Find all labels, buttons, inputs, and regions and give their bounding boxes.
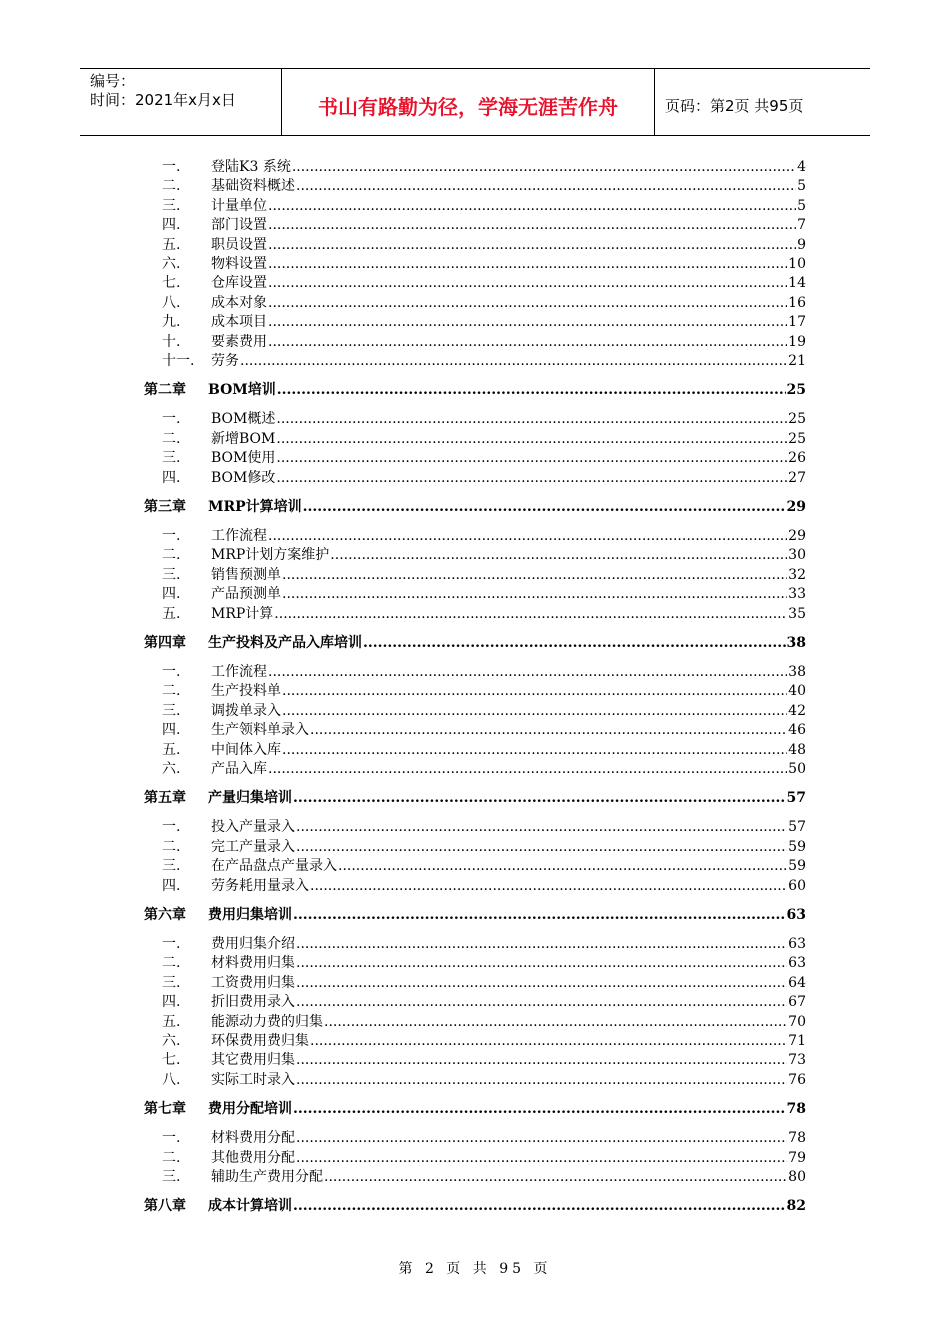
toc-entry-row[interactable] [162, 741, 806, 760]
toc-entry-title: 中间体入库 [211, 741, 281, 758]
toc-dot-leader [303, 498, 786, 517]
toc-chapter-row[interactable] [144, 634, 806, 653]
toc-entry-page: 63 [788, 936, 806, 952]
toc-entry-page: 32 [788, 566, 806, 583]
toc-entry-row[interactable] [162, 818, 806, 837]
toc-entry-number: 二. [162, 430, 181, 447]
toc-entry-number: 八. [162, 294, 181, 311]
toc-dot-leader [338, 857, 787, 876]
toc-entry-title: 调拨单录入 [211, 702, 281, 719]
toc-entry-title: BOM概述 [211, 411, 276, 428]
toc-entry-page: 27 [788, 469, 806, 486]
toc-entry-row[interactable] [162, 527, 806, 546]
toc-entry-number: 第七章 [144, 1101, 186, 1118]
toc-entry-title: 完工产量录入 [211, 838, 295, 855]
toc-dot-leader [296, 935, 787, 954]
toc-entry-row[interactable] [162, 857, 806, 876]
toc-entry-number: 三. [162, 858, 181, 875]
toc-dot-leader [276, 449, 787, 468]
toc-dot-leader [268, 236, 796, 255]
toc-dot-leader [310, 721, 787, 740]
toc-dot-leader [293, 906, 786, 925]
toc-entry-page: 30 [788, 547, 806, 564]
toc-entry-page: 82 [786, 1198, 806, 1215]
toc-entry-title: 劳务 [211, 353, 239, 369]
toc-entry-number: 一. [162, 936, 181, 952]
toc-entry-row[interactable] [162, 993, 806, 1012]
toc-entry-row[interactable] [162, 1051, 806, 1070]
toc-entry-number: 二. [162, 683, 181, 700]
toc-entry-title: 在产品盘点产量录入 [211, 858, 337, 875]
toc-dot-leader [296, 974, 787, 993]
toc-entry-title: 辅助生产费用分配 [211, 1169, 323, 1185]
toc-entry-row[interactable] [162, 449, 806, 468]
document-number-label: 编号： [90, 72, 136, 90]
toc-dot-leader [268, 313, 787, 332]
toc-entry-page: 63 [788, 955, 806, 972]
toc-entry-page: 10 [788, 256, 806, 272]
toc-entry-title: 成本项目 [211, 314, 267, 331]
toc-entry-number: 三. [162, 450, 181, 467]
toc-entry-row[interactable] [162, 333, 806, 352]
toc-entry-number: 七. [162, 1052, 181, 1069]
toc-entry-page: 64 [788, 974, 806, 991]
toc-entry-row[interactable] [162, 1129, 806, 1148]
toc-entry-row[interactable] [162, 663, 806, 682]
toc-entry-page: 17 [788, 314, 806, 331]
toc-entry-number: 四. [162, 217, 181, 234]
toc-entry-number: 十. [162, 333, 181, 350]
toc-entry-page: 40 [788, 683, 806, 700]
toc-entry-title: 物料设置 [211, 256, 267, 272]
toc-entry-page: 33 [788, 586, 806, 603]
toc-entry-number: 第四章 [144, 635, 186, 651]
toc-entry-page: 60 [788, 877, 806, 894]
toc-entry-title: 材料费用分配 [211, 1130, 295, 1147]
toc-entry-title: 劳务耗用量录入 [211, 877, 309, 894]
toc-dot-leader [324, 1013, 787, 1032]
toc-entry-title: 职员设置 [211, 236, 267, 253]
toc-entry-page: 59 [788, 838, 806, 855]
toc-entry-page: 19 [788, 333, 806, 350]
toc-entry-number: 第六章 [144, 907, 186, 923]
toc-entry-row[interactable] [162, 158, 806, 177]
toc-entry-row[interactable] [162, 313, 806, 332]
toc-entry-row[interactable] [162, 294, 806, 313]
toc-entry-page: 25 [786, 382, 806, 399]
toc-entry-row[interactable] [162, 352, 806, 371]
toc-entry-page: 29 [786, 499, 806, 515]
toc-entry-row[interactable] [162, 566, 806, 585]
toc-dot-leader [363, 634, 786, 653]
toc-entry-number: 二. [162, 955, 181, 972]
toc-dot-leader [282, 702, 787, 721]
toc-entry-row[interactable] [162, 877, 806, 896]
toc-entry-number: 七. [162, 275, 181, 292]
toc-entry-title: 费用归集培训 [208, 907, 292, 923]
toc-chapter-row[interactable] [144, 789, 806, 808]
toc-entry-title: 费用分配培训 [208, 1101, 292, 1118]
toc-dot-leader [296, 818, 787, 837]
toc-chapter-row[interactable] [144, 498, 806, 517]
toc-entry-page: 38 [788, 664, 806, 680]
toc-entry-title: 工作流程 [211, 664, 267, 680]
toc-entry-row[interactable] [162, 1071, 806, 1090]
toc-dot-leader [276, 410, 787, 429]
toc-entry-row[interactable] [162, 1149, 806, 1168]
toc-entry-number: 五. [162, 1013, 181, 1030]
toc-entry-page: 21 [788, 353, 806, 369]
toc-entry-row[interactable] [162, 838, 806, 857]
toc-entry-page: 76 [788, 1071, 806, 1088]
toc-entry-page: 9 [797, 236, 806, 253]
toc-entry-row[interactable] [162, 546, 806, 565]
toc-entry-page: 46 [788, 722, 806, 739]
toc-entry-title: 实际工时录入 [211, 1071, 295, 1088]
toc-entry-row[interactable] [162, 177, 806, 196]
toc-entry-title: 其它费用归集 [211, 1052, 295, 1069]
toc-dot-leader [282, 741, 787, 760]
header-motto: 书山有路勤为径，学海无涯苦作舟 [282, 69, 655, 135]
toc-entry-page: 16 [788, 294, 806, 311]
toc-entry-page: 80 [788, 1169, 806, 1185]
toc-entry-title: BOM培训 [208, 382, 276, 399]
toc-dot-leader [268, 333, 787, 352]
toc-chapter-row[interactable] [144, 1100, 806, 1119]
toc-entry-number: 六. [162, 761, 181, 777]
toc-entry-number: 一. [162, 819, 181, 836]
toc-entry-number: 四. [162, 586, 181, 603]
toc-entry-page: 78 [786, 1101, 806, 1118]
toc-entry-title: 生产领料单录入 [211, 722, 309, 739]
toc-entry-title: MRP计算培训 [208, 499, 302, 515]
toc-entry-title: 能源动力费的归集 [211, 1013, 323, 1030]
toc-dot-leader [268, 274, 787, 293]
toc-entry-page: 50 [788, 761, 806, 777]
toc-dot-leader [296, 1071, 787, 1090]
toc-entry-page: 25 [788, 430, 806, 447]
toc-entry-title: 登陆K3 系统 [211, 159, 291, 175]
toc-dot-leader [276, 469, 787, 488]
toc-dot-leader [310, 1032, 787, 1051]
toc-dot-leader [282, 585, 787, 604]
toc-entry-row[interactable] [162, 1168, 806, 1187]
toc-entry-number: 六. [162, 256, 181, 272]
toc-entry-number: 三. [162, 974, 181, 991]
toc-entry-page: 7 [797, 217, 806, 234]
toc-entry-title: 仓库设置 [211, 275, 267, 292]
toc-entry-page: 73 [788, 1052, 806, 1069]
toc-entry-title: 计量单位 [211, 197, 267, 214]
toc-entry-title: BOM修改 [211, 469, 276, 486]
toc-dot-leader [268, 255, 787, 274]
toc-dot-leader [277, 381, 786, 400]
toc-dot-leader [282, 682, 787, 701]
toc-dot-leader [268, 527, 787, 546]
toc-entry-page: 5 [797, 197, 806, 214]
toc-entry-number: 三. [162, 566, 181, 583]
toc-entry-number: 五. [162, 741, 181, 758]
toc-entry-title: MRP计划方案维护 [211, 547, 330, 564]
toc-dot-leader [296, 1129, 787, 1148]
toc-entry-number: 一. [162, 1130, 181, 1147]
toc-entry-page: 57 [786, 790, 806, 807]
toc-entry-number: 二. [162, 547, 181, 564]
toc-entry-page: 63 [786, 907, 806, 923]
toc-entry-title: 其他费用分配 [211, 1149, 295, 1166]
toc-entry-title: 材料费用归集 [211, 955, 295, 972]
toc-entry-title: MRP计算 [211, 605, 274, 622]
toc-entry-row[interactable] [162, 954, 806, 973]
toc-entry-page: 70 [788, 1013, 806, 1030]
toc-entry-number: 一. [162, 528, 181, 544]
toc-chapter-row[interactable] [144, 906, 806, 925]
toc-entry-number: 第八章 [144, 1198, 186, 1215]
toc-entry-page: 78 [788, 1130, 806, 1147]
toc-dot-leader [268, 760, 787, 779]
toc-entry-row[interactable] [162, 721, 806, 740]
toc-entry-title: 销售预测单 [211, 566, 281, 583]
toc-entry-row[interactable] [162, 1032, 806, 1051]
toc-chapter-row[interactable] [144, 1197, 806, 1216]
toc-entry-title: 产品预测单 [211, 586, 281, 603]
toc-entry-title: 工作流程 [211, 528, 267, 544]
toc-entry-row[interactable] [162, 935, 806, 954]
toc-dot-leader [276, 430, 787, 449]
toc-entry-number: 五. [162, 605, 181, 622]
toc-entry-page: 48 [788, 741, 806, 758]
toc-entry-row[interactable] [162, 1013, 806, 1032]
toc-entry-page: 79 [788, 1149, 806, 1166]
toc-entry-number: 一. [162, 411, 181, 428]
toc-dot-leader [296, 954, 787, 973]
toc-dot-leader [293, 1197, 786, 1216]
toc-entry-page: 14 [788, 275, 806, 292]
toc-chapter-row[interactable] [144, 381, 806, 400]
toc-entry-page: 35 [788, 605, 806, 622]
toc-dot-leader [240, 352, 787, 371]
toc-dot-leader [324, 1168, 787, 1187]
toc-dot-leader [268, 197, 796, 216]
toc-entry-page: 59 [788, 858, 806, 875]
toc-dot-leader [296, 177, 796, 196]
toc-entry-row[interactable] [162, 255, 806, 274]
toc-entry-title: 要素费用 [211, 333, 267, 350]
toc-entry-title: BOM使用 [211, 450, 276, 467]
toc-entry-title: 环保费用费归集 [211, 1033, 309, 1049]
toc-entry-number: 一. [162, 664, 181, 680]
toc-dot-leader [268, 216, 796, 235]
toc-entry-page: 71 [788, 1033, 806, 1049]
toc-entry-page: 38 [786, 635, 806, 651]
toc-entry-page: 57 [788, 819, 806, 836]
toc-entry-number: 九. [162, 314, 181, 331]
toc-entry-number: 四. [162, 994, 181, 1011]
toc-entry-page: 25 [788, 411, 806, 428]
toc-entry-title: 成本计算培训 [208, 1198, 292, 1215]
toc-entry-title: 产量归集培训 [208, 790, 292, 807]
toc-dot-leader [292, 158, 796, 177]
toc-entry-number: 十一. [162, 353, 195, 369]
toc-entry-page: 42 [788, 702, 806, 719]
toc-dot-leader [296, 993, 787, 1012]
page-footer: 第 2 页 共 95 页 [398, 1261, 552, 1277]
toc-entry-title: 费用归集介绍 [211, 936, 295, 952]
toc-entry-number: 八. [162, 1071, 181, 1088]
toc-dot-leader [268, 294, 787, 313]
toc-entry-row[interactable] [162, 430, 806, 449]
toc-entry-number: 五. [162, 236, 181, 253]
toc-entry-number: 一. [162, 159, 181, 175]
toc-entry-number: 二. [162, 838, 181, 855]
toc-entry-row[interactable] [162, 702, 806, 721]
toc-entry-row[interactable] [162, 585, 806, 604]
toc-entry-title: 折旧费用录入 [211, 994, 295, 1011]
toc-entry-row[interactable] [162, 274, 806, 293]
toc-entry-title: 成本对象 [211, 294, 267, 311]
toc-dot-leader [293, 1100, 786, 1119]
toc-entry-number: 六. [162, 1033, 181, 1049]
toc-entry-number: 三. [162, 702, 181, 719]
toc-dot-leader [268, 663, 787, 682]
toc-entry-row[interactable] [162, 197, 806, 216]
toc-entry-number: 四. [162, 877, 181, 894]
toc-entry-number: 第五章 [144, 790, 186, 807]
toc-entry-page: 4 [797, 159, 806, 175]
toc-entry-number: 第二章 [144, 382, 186, 399]
toc-dot-leader [296, 1149, 787, 1168]
toc-entry-page: 29 [788, 528, 806, 544]
toc-entry-title: 生产投料及产品入库培训 [208, 635, 362, 651]
toc-dot-leader [293, 789, 786, 808]
toc-entry-row[interactable] [162, 410, 806, 429]
toc-entry-row[interactable] [162, 760, 806, 779]
toc-entry-number: 四. [162, 469, 181, 486]
toc-entry-row[interactable] [162, 216, 806, 235]
toc-entry-number: 四. [162, 722, 181, 739]
toc-entry-page: 67 [788, 994, 806, 1011]
toc-dot-leader [296, 1051, 787, 1070]
toc-entry-row[interactable] [162, 236, 806, 255]
document-time-label: 时间：2021年x月x日 [90, 91, 236, 109]
toc-entry-row[interactable] [162, 974, 806, 993]
toc-entry-title: 投入产量录入 [211, 819, 295, 836]
toc-entry-number: 二. [162, 178, 181, 195]
toc-dot-leader [274, 605, 787, 624]
toc-entry-row[interactable] [162, 605, 806, 624]
toc-entry-title: 生产投料单 [211, 683, 281, 700]
toc-entry-number: 第三章 [144, 499, 186, 515]
toc-entry-title: 产品入库 [211, 761, 267, 777]
toc-entry-title: 工资费用归集 [211, 974, 295, 991]
toc-dot-leader [330, 546, 787, 565]
toc-entry-page: 5 [797, 178, 806, 195]
toc-dot-leader [296, 838, 787, 857]
toc-entry-number: 三. [162, 1169, 181, 1185]
toc-dot-leader [282, 566, 787, 585]
toc-entry-row[interactable] [162, 682, 806, 701]
toc-entry-row[interactable] [162, 469, 806, 488]
toc-entry-page: 26 [788, 450, 806, 467]
toc-entry-number: 三. [162, 197, 181, 214]
toc-entry-title: 部门设置 [211, 217, 267, 234]
toc-entry-title: 新增BOM [211, 430, 276, 447]
toc-dot-leader [310, 877, 787, 896]
toc-entry-number: 二. [162, 1149, 181, 1166]
header-page-label: 页码：第2页 共95页 [665, 96, 804, 115]
toc-entry-title: 基础资料概述 [211, 178, 295, 195]
